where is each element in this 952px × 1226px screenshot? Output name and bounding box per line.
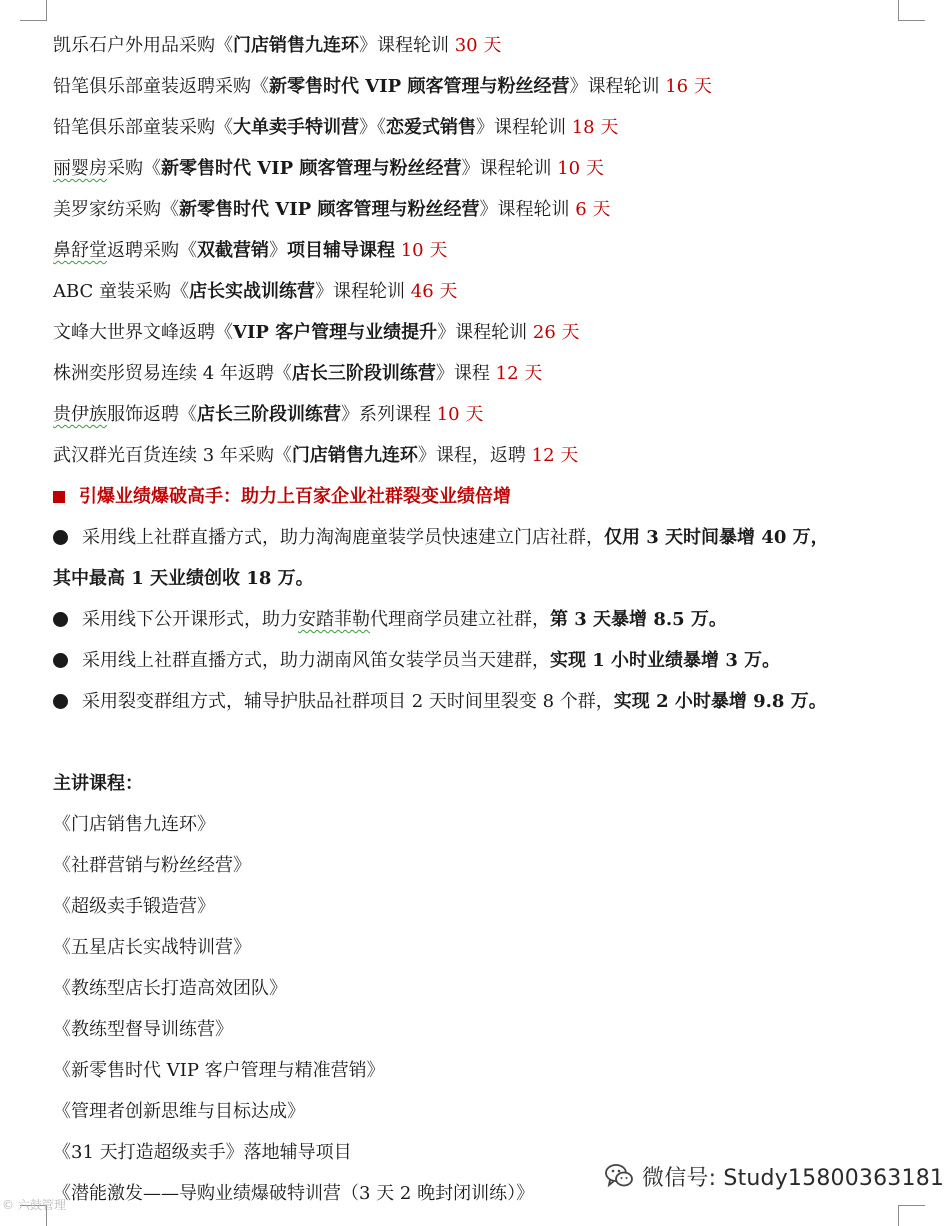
courses-heading: 主讲课程： xyxy=(53,773,143,794)
bold-text: 恋爱式销售 xyxy=(386,117,476,138)
course-item: 《31 天打造超级卖手》落地辅导项目 xyxy=(53,1142,352,1163)
achievement-list xyxy=(53,520,933,725)
text-segment: 》课程 xyxy=(435,363,496,384)
bold-text: 店长三阶段训练营 xyxy=(197,404,341,425)
text-segment: 采用线上社群直播方式，助力淘淘鹿童装学员快速建立门店社群， xyxy=(82,527,604,548)
course-item: 《超级卖手锻造营》 xyxy=(53,896,215,917)
page-corner-mark-top-left xyxy=(20,0,47,21)
text-segment: ABC 童装采购《 xyxy=(53,281,190,302)
text-segment: 代理商学员建立社群， xyxy=(370,609,550,630)
client-case-item xyxy=(53,110,933,151)
text-segment: 》课程轮训 xyxy=(315,281,411,302)
document-body xyxy=(53,28,933,1217)
text-segment: 采用线上社群直播方式，助力湖南风笛女装学员当天建群， xyxy=(82,650,550,671)
text-segment: 》课程轮训 xyxy=(569,76,666,97)
text-segment: 采用裂变群组方式，辅导护肤品社群项目 2 天时间里裂变 8 个群， xyxy=(82,691,614,712)
client-case-item xyxy=(53,397,933,438)
text-segment: 采购《 xyxy=(107,158,161,179)
course-item: 《教练型督导训练营》 xyxy=(53,1019,233,1040)
text-segment: 》课程轮训 xyxy=(437,322,533,343)
wechat-watermark xyxy=(604,1158,944,1194)
duration-text: 46 天 xyxy=(410,281,458,302)
text-segment: 安踏菲勒 xyxy=(298,609,370,630)
bold-text: 实现 1 小时业绩暴增 3 万。 xyxy=(550,650,781,671)
client-case-list xyxy=(53,28,933,479)
text-segment: 凯乐石户外用品采购《 xyxy=(53,35,233,56)
bold-text: 项目辅导课程 xyxy=(287,240,395,261)
watermark-text: 微信号: Study15800363181 xyxy=(642,1165,945,1191)
duration-text: 12 天 xyxy=(531,445,579,466)
text-segment: 服饰返聘《 xyxy=(107,404,197,425)
client-case-item xyxy=(53,356,933,397)
text-segment: 》课程轮训 xyxy=(476,117,572,138)
duration-text: 12 天 xyxy=(495,363,543,384)
text-segment: 》课程轮训 xyxy=(479,199,576,220)
achievement-item xyxy=(53,561,933,602)
bullet-dot-icon xyxy=(53,612,68,627)
duration-text: 30 天 xyxy=(454,35,502,56)
bold-text: 店长实战训练营 xyxy=(189,281,316,302)
bullet-dot-icon xyxy=(53,653,68,668)
achievement-item xyxy=(53,520,933,561)
text-segment: 》《 xyxy=(359,117,386,138)
text-segment: 鼻舒堂 xyxy=(53,240,107,261)
course-item: 《管理者创新思维与目标达成》 xyxy=(53,1101,305,1122)
text-segment: 铅笔俱乐部童装返聘采购《 xyxy=(53,76,269,97)
text-segment: 》课程，返聘 xyxy=(417,445,532,466)
text-segment: 武汉群光百货连续 3 年采购《 xyxy=(53,445,292,466)
course-item: 《教练型店长打造高效团队》 xyxy=(53,978,287,999)
duration-text: 26 天 xyxy=(532,322,580,343)
text-segment: 株洲奕彤贸易连续 4 年返聘《 xyxy=(53,363,292,384)
client-case-item xyxy=(53,151,933,192)
section-heading-text: 引爆业绩爆破高手：助力上百家企业社群裂变业绩倍增 xyxy=(79,486,511,507)
bold-text: 大单卖手特训营 xyxy=(233,117,359,138)
course-item: 《潜能激发——导购业绩爆破特训营（3 天 2 晚封闭训练）》 xyxy=(53,1183,535,1204)
client-case-item xyxy=(53,69,933,110)
bold-text: VIP 客户管理与业绩提升 xyxy=(233,322,438,343)
duration-text: 10 天 xyxy=(436,404,484,425)
text-segment: 贵伊族 xyxy=(53,404,107,425)
bold-text: 第 3 天暴增 8.5 万。 xyxy=(550,609,727,630)
page-corner-mark-top-right xyxy=(898,0,925,21)
text-segment: 采用线下公开课形式，助力 xyxy=(82,609,298,630)
bold-text: 实现 2 小时暴增 9.8 万。 xyxy=(613,691,827,712)
client-case-item xyxy=(53,192,933,233)
bold-text: 门店销售九连环 xyxy=(233,35,359,56)
text-segment: 返聘采购《 xyxy=(107,240,197,261)
duration-text: 10 天 xyxy=(400,240,448,261)
duration-text: 16 天 xyxy=(665,76,712,97)
corner-watermark: © 六鼓管理 xyxy=(2,1198,66,1212)
bold-text: 门店销售九连环 xyxy=(291,445,418,466)
course-list xyxy=(53,807,933,1217)
client-case-item xyxy=(53,233,933,274)
text-segment: 》系列课程 xyxy=(341,404,437,425)
client-case-item xyxy=(53,274,933,315)
client-case-item xyxy=(53,28,933,69)
course-item: 《新零售时代 VIP 客户管理与精准营销》 xyxy=(53,1060,385,1081)
bullet-dot-icon xyxy=(53,530,68,545)
text-segment: 》 xyxy=(269,240,287,261)
bold-text: 新零售时代 VIP 顾客管理与粉丝经营 xyxy=(161,158,462,179)
duration-text: 6 天 xyxy=(575,199,611,220)
course-item: 《门店销售九连环》 xyxy=(53,814,215,835)
bold-text: 双截营销 xyxy=(197,240,269,261)
client-case-item xyxy=(53,315,933,356)
course-item: 《社群营销与粉丝经营》 xyxy=(53,855,251,876)
bold-text: 店长三阶段训练营 xyxy=(291,363,436,384)
text-segment: 》课程轮训 xyxy=(359,35,455,56)
red-square-bullet-icon xyxy=(53,491,65,503)
wechat-icon xyxy=(604,1161,634,1191)
achievement-item xyxy=(53,643,933,684)
achievement-item xyxy=(53,602,933,643)
text-segment: 文峰大世界文峰返聘《 xyxy=(53,322,233,343)
bold-text: 仅用 3 天时间暴增 40 万， xyxy=(604,527,829,548)
bullet-dot-icon xyxy=(53,694,68,709)
bold-text: 新零售时代 VIP 顾客管理与粉丝经营 xyxy=(269,76,570,97)
bold-text: 新零售时代 VIP 顾客管理与粉丝经营 xyxy=(179,199,480,220)
text-segment: 美罗家纺采购《 xyxy=(53,199,179,220)
client-case-item xyxy=(53,438,933,479)
duration-text: 18 天 xyxy=(571,117,619,138)
text-segment: 》课程轮训 xyxy=(461,158,558,179)
section-heading xyxy=(53,479,933,520)
duration-text: 10 天 xyxy=(557,158,604,179)
course-item: 《五星店长实战特训营》 xyxy=(53,937,251,958)
text-segment: 铅笔俱乐部童装采购《 xyxy=(53,117,233,138)
text-segment: 丽婴房 xyxy=(53,158,107,179)
achievement-item xyxy=(53,684,933,725)
bold-text: 其中最高 1 天业绩创收 18 万。 xyxy=(53,568,314,589)
